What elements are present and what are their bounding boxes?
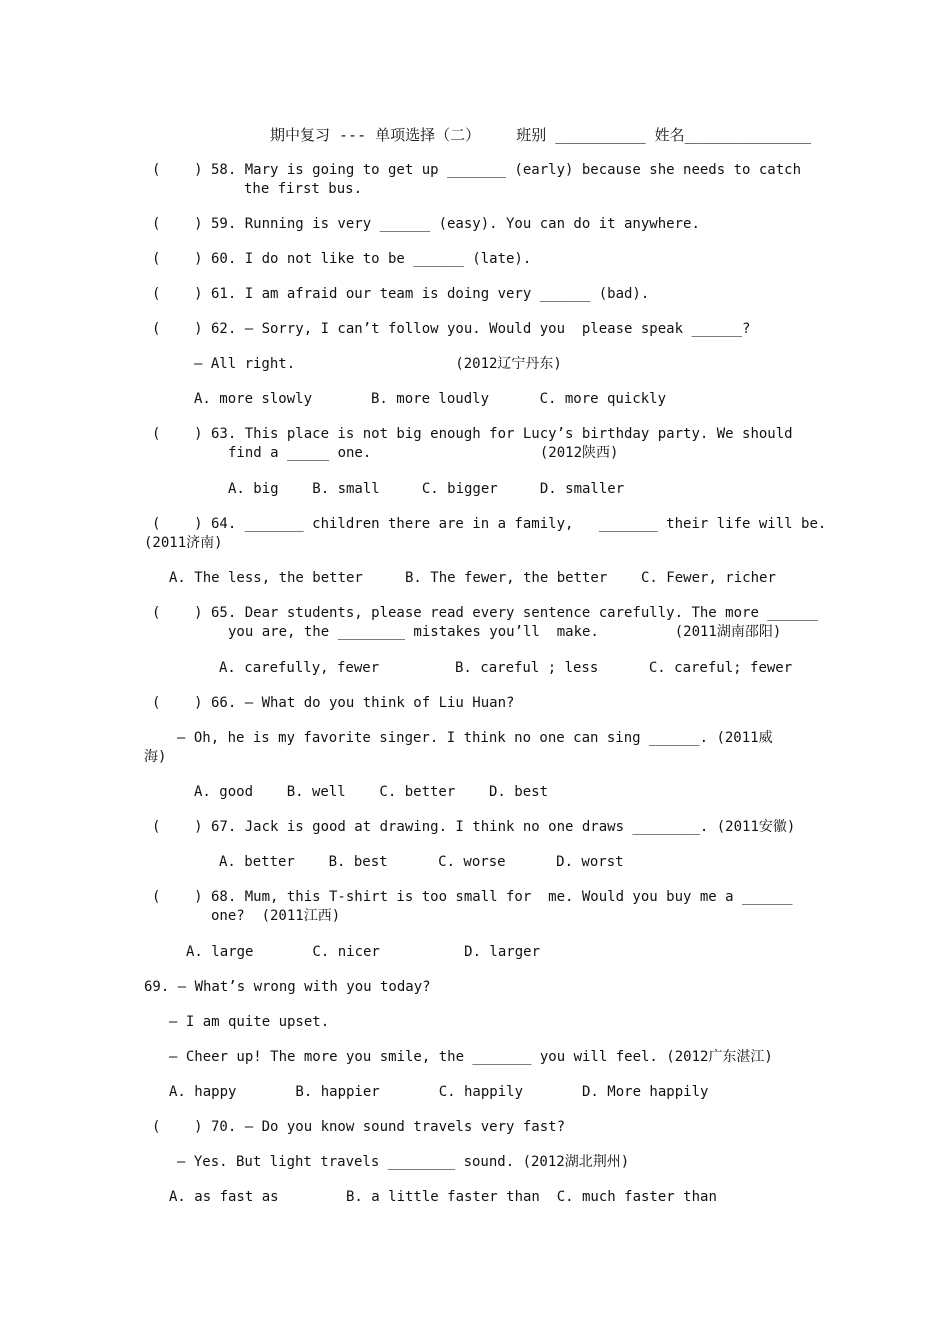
question-70-stem: ( ) 70. — Do you know sound travels very fast? (152, 1119, 566, 1135)
question-59-stem: ( ) 59. Running is very ______ (easy). You can do it anywhere. (152, 216, 700, 232)
question-70-reply: — Yes. But light travels ________ sound. (2012湖北荆州) (177, 1154, 630, 1170)
question-58-stem: ( ) 58. Mary is going to get up _______ (early) because she needs to catch (152, 162, 802, 178)
question-62-reply: — All right. (2012辽宁丹东) (194, 356, 562, 372)
class-field-label: 班别 __________ (516, 126, 646, 144)
question-66-options: A. good B. well C. better D. best (194, 784, 549, 800)
question-69-reply-1: — I am quite upset. (169, 1014, 330, 1030)
question-63-stem-cont: find a _____ one. (2012陕西) (228, 445, 619, 461)
question-68-stem-cont: one? (2011江西) (211, 908, 341, 924)
question-69-options: A. happy B. happier C. happily D. More happily (169, 1084, 709, 1100)
question-68-options: A. large C. nicer D. larger (186, 944, 541, 960)
question-66-source-cont: 海) (144, 749, 167, 765)
question-66-reply: — Oh, he is my favorite singer. I think no one can sing ______. (2011威 (177, 730, 773, 746)
question-60-stem: ( ) 60. I do not like to be ______ (late). (152, 251, 532, 267)
question-64-source: (2011济南) (144, 535, 223, 551)
question-67-options: A. better B. best C. worse D. worst (219, 854, 624, 870)
title-text: 期中复习 --- 单项选择（二） (270, 126, 481, 144)
question-63-options: A. big B. small C. bigger D. smaller (228, 481, 625, 497)
question-65-stem: ( ) 65. Dear students, please read every sentence carefully. The more ______ (152, 605, 818, 621)
name-field-label: 姓名______________ (654, 126, 812, 144)
worksheet-title (270, 126, 811, 144)
question-65-options: A. carefully, fewer B. careful ; less C. careful; fewer (219, 660, 793, 676)
question-62-stem: ( ) 62. — Sorry, I can’t follow you. Would you please speak ______? (152, 321, 751, 337)
question-65-stem-cont: you are, the ________ mistakes you’ll make. (2011湖南邵阳) (228, 624, 782, 640)
question-68-stem: ( ) 68. Mum, this T-shirt is too small for me. Would you buy me a ______ (152, 889, 793, 905)
question-64-stem: ( ) 64. _______ children there are in a family, _______ their life will be. (152, 516, 827, 532)
question-66-stem: ( ) 66. — What do you think of Liu Huan? (152, 695, 515, 711)
question-64-options: A. The less, the better B. The fewer, the better C. Fewer, richer (169, 570, 776, 586)
question-69-stem: 69. — What’s wrong with you today? (144, 979, 431, 995)
question-62-options: A. more slowly B. more loudly C. more quickly (194, 391, 667, 407)
question-69-reply-2: — Cheer up! The more you smile, the _______ you will feel. (2012广东湛江) (169, 1049, 773, 1065)
question-70-options: A. as fast as B. a little faster than C. much faster than (169, 1189, 717, 1205)
question-58-stem-cont: the first bus. (244, 181, 363, 197)
question-63-stem: ( ) 63. This place is not big enough for Lucy’s birthday party. We should (152, 426, 793, 442)
question-67-stem: ( ) 67. Jack is good at drawing. I think no one draws ________. (2011安徽) (152, 819, 796, 835)
question-61-stem: ( ) 61. I am afraid our team is doing very ______ (bad). (152, 286, 650, 302)
